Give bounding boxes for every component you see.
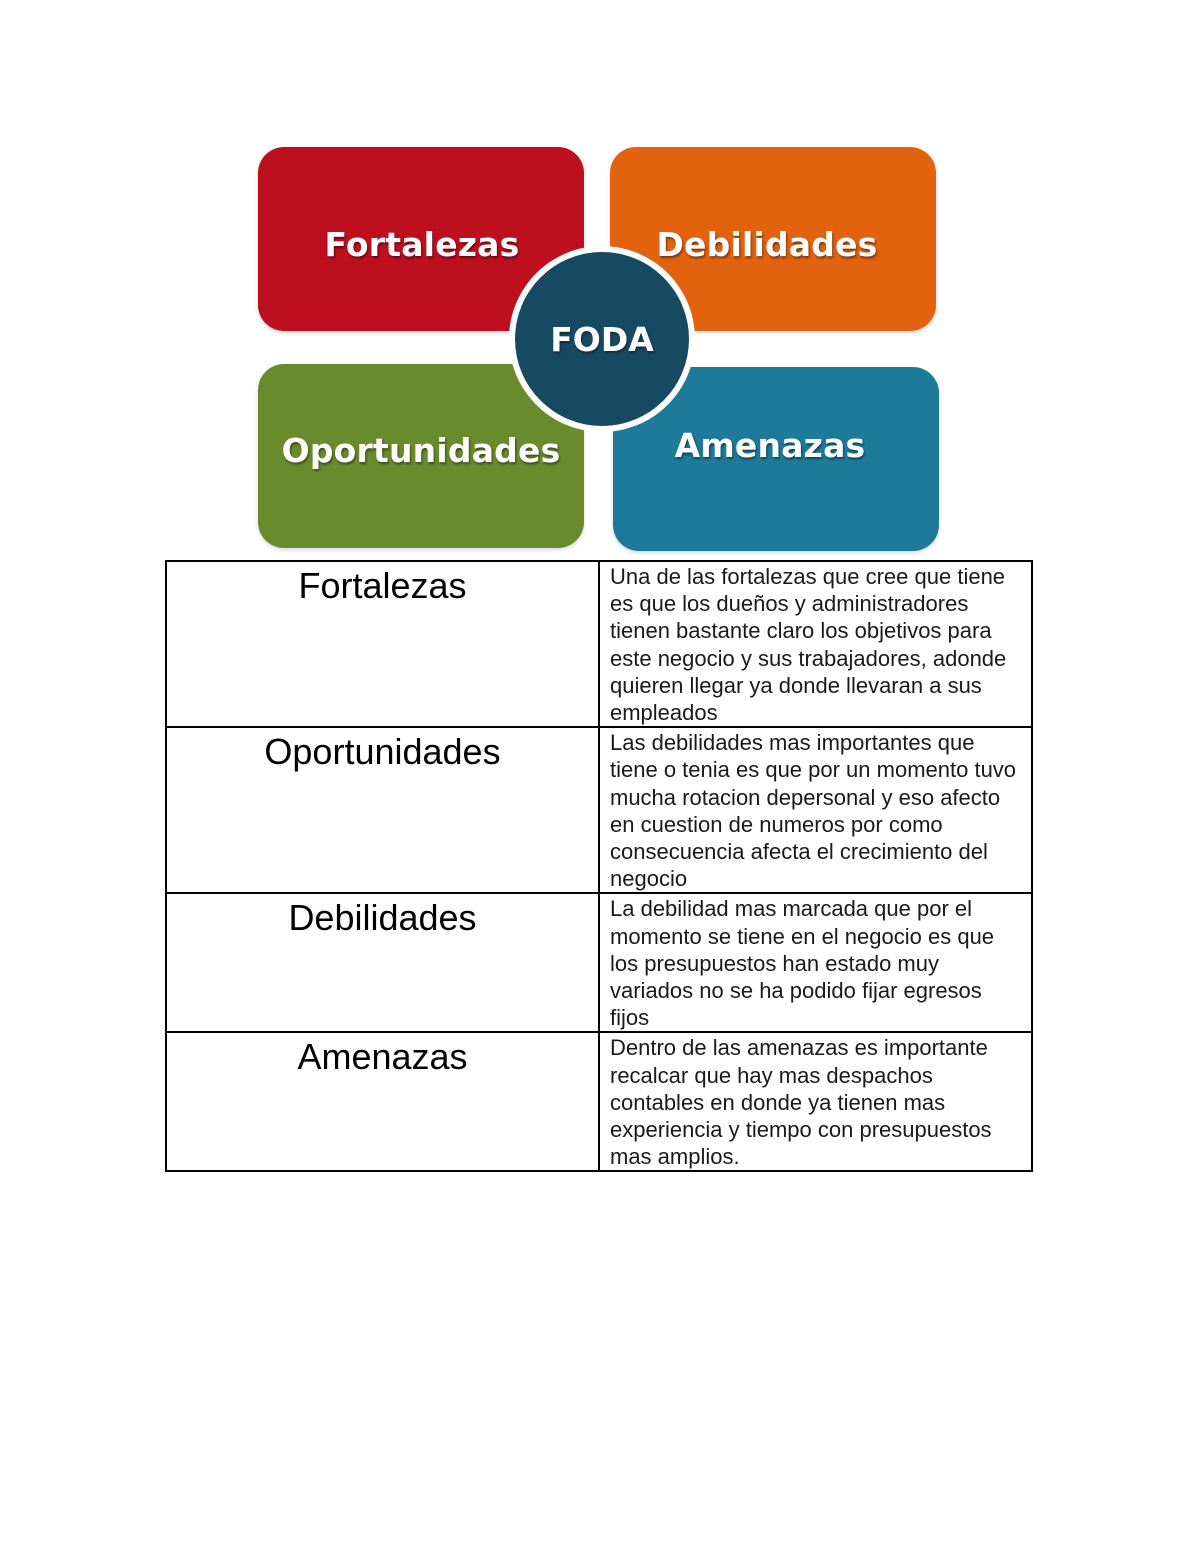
foda-center-circle [515, 252, 689, 426]
row-text-fortalezas: Una de las fortalezas que cree que tiene es que los dueños y administradores tienen bastante claro los objetivos para este negocio y sus trabajadores, adonde quieren llegar ya donde llevaran a sus empleados [599, 561, 1032, 727]
row-text-oportunidades: Las debilidades mas importantes que tiene o tenia es que por un momento tuvo mucha rotacion depersonal y eso afecto en cuestion de numeros por como consecuencia afecta el crecimiento del negocio [599, 727, 1032, 893]
table-row [166, 561, 1032, 727]
fortalezas-tile-label: Fortalezas [324, 224, 520, 264]
table-row [166, 1032, 1032, 1171]
row-text-amenazas: Dentro de las amenazas es importante recalcar que hay mas despachos contables en donde ya tienen mas experiencia y tiempo con presupuestos mas amplios. [599, 1032, 1032, 1171]
oportunidades-tile-label: Oportunidades [281, 430, 561, 470]
table-row [166, 893, 1032, 1032]
row-label-amenazas: Amenazas [166, 1032, 599, 1171]
foda-diagram [255, 142, 945, 554]
row-text-debilidades: La debilidad mas marcada que por el momento se tiene en el negocio es que los presupuestos han estado muy variados no se ha podido fijar egresos fijos [599, 893, 1032, 1032]
row-label-fortalezas: Fortalezas [166, 561, 599, 727]
row-label-debilidades: Debilidades [166, 893, 599, 1032]
amenazas-tile-label: Amenazas [674, 425, 866, 465]
foda-center-label: FODA [550, 319, 654, 359]
table-row [166, 727, 1032, 893]
row-label-oportunidades: Oportunidades [166, 727, 599, 893]
foda-table [165, 560, 1033, 1172]
debilidades-tile-label: Debilidades [656, 224, 878, 264]
